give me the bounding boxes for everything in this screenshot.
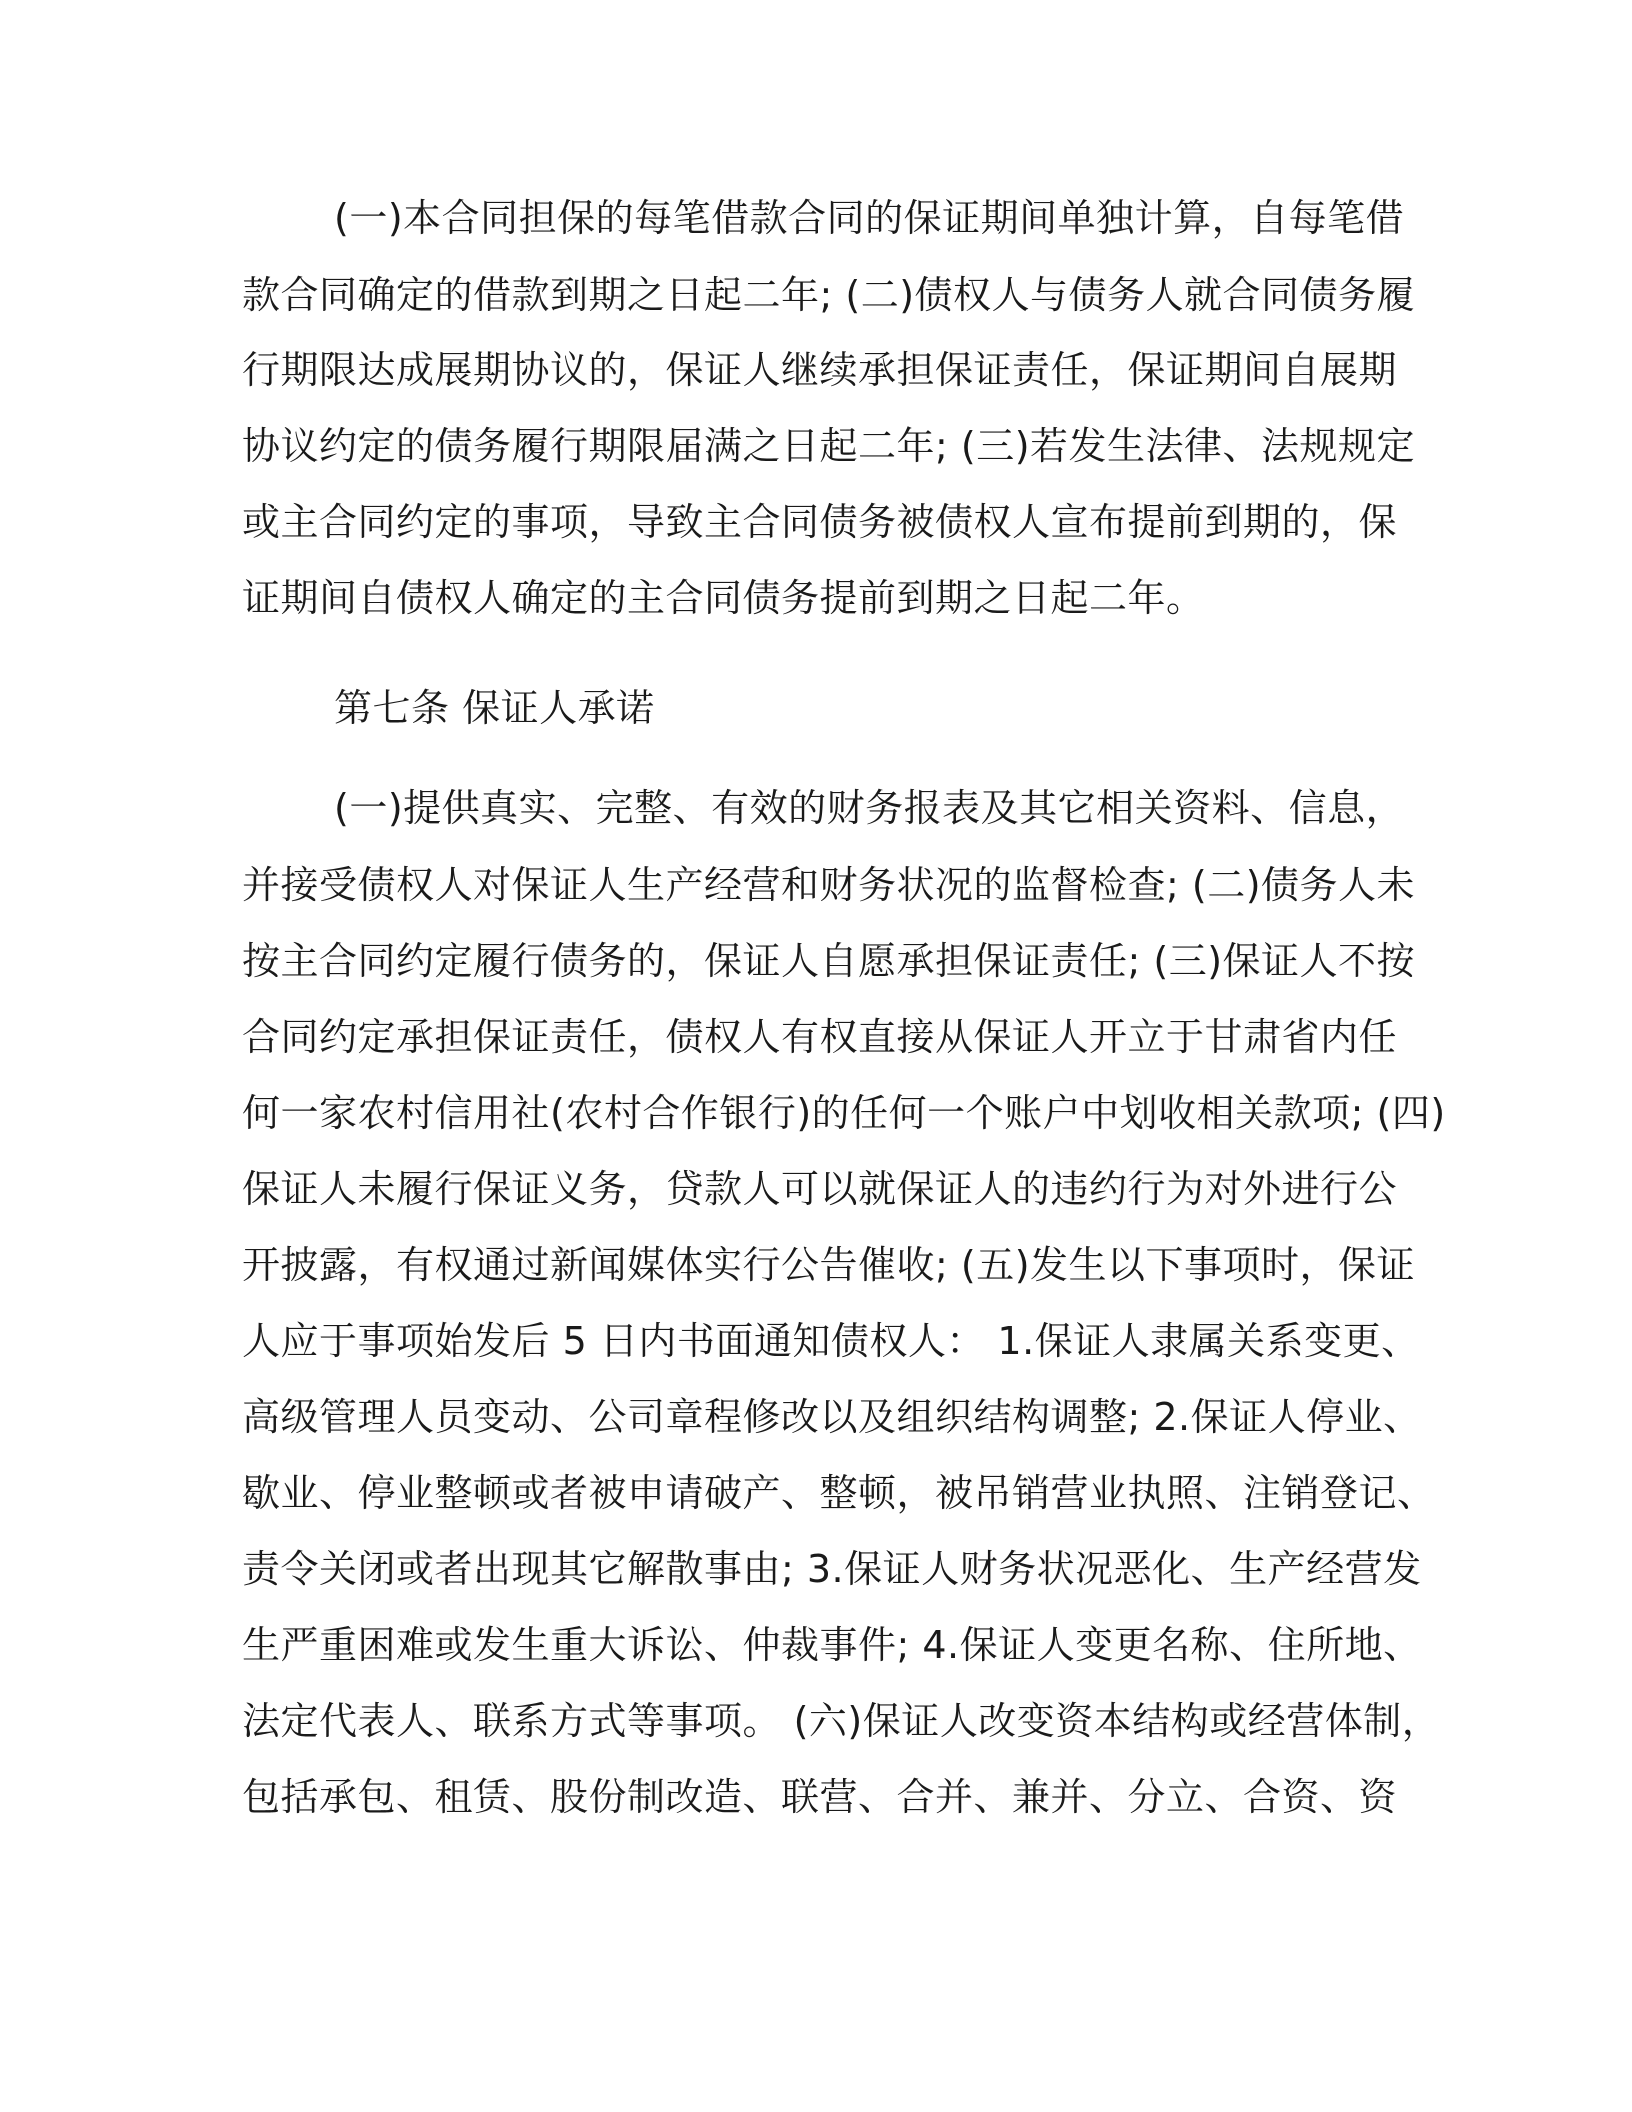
text-line: 生严重困难或发生重大诉讼、仲裁事件; 4.保证人变更名称、住所地、 [242, 1623, 1422, 1667]
text-line: 证期间自债权人确定的主合同债务提前到期之日起二年。 [242, 576, 1205, 620]
text-line: 法定代表人、联系方式等事项。 (六)保证人改变资本结构或经营体制， [242, 1699, 1441, 1743]
text-line: 并接受债权人对保证人生产经营和财务状况的监督检查; (二)债务人未 [242, 863, 1416, 907]
text-line: 保证人未履行保证义务，贷款人可以就保证人的违约行为对外进行公 [242, 1167, 1398, 1211]
text-line: 责令关闭或者出现其它解散事由; 3.保证人财务状况恶化、生产经营发 [242, 1547, 1422, 1591]
text-line: 合同约定承担保证责任，债权人有权直接从保证人开立于甘肃省内任 [242, 1015, 1398, 1059]
text-line: 行期限达成展期协议的，保证人继续承担保证责任，保证期间自展期 [242, 348, 1398, 392]
text-line: 何一家农村信用社(农村合作银行)的任何一个账户中划收相关款项; (四) [242, 1091, 1446, 1135]
text-line: 歇业、停业整顿或者被申请破产、整顿，被吊销营业执照、注销登记、 [242, 1471, 1436, 1515]
text-line: (一)本合同担保的每笔借款合同的保证期间单独计算，自每笔借 [334, 196, 1405, 240]
article-heading: 第七条 保证人承诺 [334, 686, 655, 730]
text-line: 开披露，有权通过新闻媒体实行公告催收; (五)发生以下事项时，保证 [242, 1243, 1416, 1287]
text-line: 按主合同约定履行债务的，保证人自愿承担保证责任; (三)保证人不按 [242, 939, 1416, 983]
text-line: 人应于事项始发后 5 日内书面通知债权人： 1.保证人隶属关系变更、 [242, 1319, 1420, 1363]
text-line: 款合同确定的借款到期之日起二年; (二)债权人与债务人就合同债务履 [242, 273, 1416, 317]
text-line: 高级管理人员变动、公司章程修改以及组织结构调整; 2.保证人停业、 [242, 1395, 1422, 1439]
text-line: 或主合同约定的事项，导致主合同债务被债权人宣布提前到期的，保 [242, 500, 1398, 544]
text-line: 协议约定的债务履行期限届满之日起二年; (三)若发生法律、法规规定 [242, 424, 1416, 468]
text-line: 包括承包、租赁、股份制改造、联营、合并、兼并、分立、合资、资 [242, 1775, 1398, 1819]
text-line: (一)提供真实、完整、有效的财务报表及其它相关资料、信息， [334, 786, 1405, 830]
